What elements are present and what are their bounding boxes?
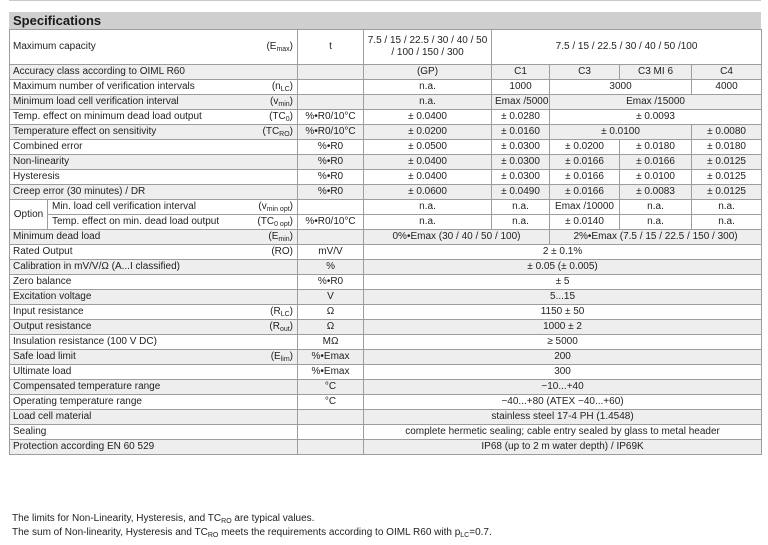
table-row	[10, 125, 762, 140]
c3-value: ± 0.0166	[550, 185, 620, 200]
c3-value: ± 0.0200	[550, 140, 620, 155]
row-label: Min. load cell verification interval	[52, 201, 196, 212]
gp-value: ± 0.0400	[364, 110, 492, 125]
gp-value: n.a.	[364, 80, 492, 95]
row-symbol: $(E_{lim})$	[270, 351, 294, 363]
class-value: 7.5 / 15 / 22.5 / 30 / 40 / 50 /100	[492, 30, 762, 65]
row-label: Temp. effect on minimum dead load output	[13, 111, 202, 122]
table-row	[10, 305, 762, 320]
gp-value: ± 0.0500	[364, 140, 492, 155]
c3-value: ± 0.0166	[550, 155, 620, 170]
c1-value: 1000	[492, 80, 550, 95]
value-cell: −10...+40	[364, 380, 762, 395]
row-symbol: $(E_{min})$	[268, 231, 294, 243]
unit-cell: °C	[298, 395, 364, 410]
gp-value: ± 0.0400	[364, 155, 492, 170]
gp-value: n.a.	[364, 215, 492, 230]
c4-value: n.a.	[692, 215, 762, 230]
table-row	[10, 410, 762, 425]
c4-value: ± 0.0125	[692, 170, 762, 185]
row-label: Input resistance	[13, 306, 84, 317]
specifications-table	[9, 29, 762, 455]
unit-cell: Ω	[298, 320, 364, 335]
section-header: Specifications	[9, 12, 761, 29]
table-row	[10, 30, 762, 65]
row-symbol: $(R_{out})$	[269, 321, 294, 333]
c1-value: C1	[492, 65, 550, 80]
row-label: Ultimate load	[10, 365, 298, 380]
c4-value: 4000	[692, 80, 762, 95]
c1-value: n.a.	[492, 215, 550, 230]
row-label: Temp. effect on min. dead load output	[52, 216, 220, 227]
value-cell: ± 5	[364, 275, 762, 290]
row-label: Insulation resistance (100 V DC)	[10, 335, 298, 350]
value-cell: 200	[364, 350, 762, 365]
unit-cell: Ω	[298, 305, 364, 320]
table-row	[10, 440, 762, 455]
table-row	[10, 95, 762, 110]
row-label: Operating temperature range	[10, 395, 298, 410]
table-row	[10, 395, 762, 410]
c4-value: C4	[692, 65, 762, 80]
class-value: ± 0.0093	[550, 110, 762, 125]
table-row	[10, 170, 762, 185]
table-row	[10, 80, 762, 95]
table-row	[10, 110, 762, 125]
row-label: Excitation voltage	[10, 290, 298, 305]
c1-value: ± 0.0300	[492, 140, 550, 155]
table-row	[10, 185, 762, 200]
row-symbol: $(v_{min})$	[270, 96, 294, 108]
c4-value: ± 0.0080	[692, 125, 762, 140]
c3mi6-value: ± 0.0083	[620, 185, 692, 200]
unit-cell: %•R0/10°C	[298, 125, 364, 140]
c1-value: Emax /5000	[492, 95, 550, 110]
table-row	[10, 350, 762, 365]
row-label: Minimum dead load	[13, 231, 101, 242]
row-label: Accuracy class according to OIML R60	[10, 65, 298, 80]
gp-value: ± 0.0400	[364, 170, 492, 185]
unit-cell: %•R0	[298, 275, 364, 290]
unit-cell: %•R0	[298, 140, 364, 155]
row-label: Output resistance	[13, 321, 92, 332]
table-row	[10, 65, 762, 80]
row-label: Calibration in mV/V/Ω (A...I classified)	[10, 260, 298, 275]
c4-value: ± 0.0180	[692, 140, 762, 155]
unit-cell: %•Emax	[298, 350, 364, 365]
table-row	[10, 275, 762, 290]
table-row	[10, 155, 762, 170]
c3-mi6-value: 3000	[550, 80, 692, 95]
gp-value: ± 0.0200	[364, 125, 492, 140]
unit-cell: %•R0	[298, 185, 364, 200]
table-row	[10, 320, 762, 335]
row-label: Non-linearity	[10, 155, 298, 170]
class-value: Emax /15000	[550, 95, 762, 110]
c4-value: ± 0.0125	[692, 155, 762, 170]
table-row	[10, 245, 762, 260]
unit-cell: MΩ	[298, 335, 364, 350]
unit-cell: %•R0	[298, 155, 364, 170]
gp-value: (GP)	[364, 65, 492, 80]
footnote-typical-values: The limits for Non-Linearity, Hysteresis, and $TC_{RO}$ are typical values.	[12, 513, 315, 525]
c1-value: n.a.	[492, 200, 550, 215]
gp-value: 7.5 / 15 / 22.5 / 30 / 40 / 50 / 100 / 150 / 300	[364, 30, 492, 65]
row-symbol: $(TC_0)$	[269, 111, 294, 123]
option-label: Option	[10, 200, 48, 230]
gp-value: ± 0.0600	[364, 185, 492, 200]
row-symbol: $(TC_{0 opt})$	[257, 216, 294, 228]
value-cell: −40...+80 (ATEX −40...+60)	[364, 395, 762, 410]
c3mi6-value: ± 0.0166	[620, 155, 692, 170]
table-row	[10, 365, 762, 380]
value-cell: 2 ± 0.1%	[364, 245, 762, 260]
c4-value: ± 0.0125	[692, 185, 762, 200]
c4-value: n.a.	[692, 200, 762, 215]
value-cell: 1000 ± 2	[364, 320, 762, 335]
row-label: Combined error	[10, 140, 298, 155]
row-symbol: $(E_{max})$	[266, 41, 294, 53]
value-cell: IP68 (up to 2 m water depth) / IP69K	[364, 440, 762, 455]
value-cell: ± 0.05 (± 0.005)	[364, 260, 762, 275]
row-symbol: $(n_{LC})$	[271, 81, 294, 93]
table-row	[10, 230, 762, 245]
table-row	[10, 290, 762, 305]
c1-value: ± 0.0490	[492, 185, 550, 200]
row-label: Temperature effect on sensitivity	[13, 126, 157, 137]
row-symbol: (RO)	[271, 246, 294, 257]
value-cell: 1150 ± 50	[364, 305, 762, 320]
row-symbol: $(TC_{RO})$	[262, 126, 294, 138]
gp-value: n.a.	[364, 200, 492, 215]
footnote-oiml: The sum of Non-linearity, Hysteresis and $TC_{RO}$ meets the requirements according to OIML R60 with $p_{LC}=0.7$.	[12, 527, 492, 539]
unit-cell: V	[298, 290, 364, 305]
row-label: Maximum number of verification intervals	[13, 81, 195, 92]
c3-mi6-value: ± 0.0100	[550, 125, 692, 140]
c1-value: ± 0.0300	[492, 155, 550, 170]
table-row	[10, 215, 762, 230]
unit-cell: %	[298, 260, 364, 275]
row-label: Load cell material	[10, 410, 298, 425]
row-label: Compensated temperature range	[10, 380, 298, 395]
row-label: Hysteresis	[10, 170, 298, 185]
row-label: Zero balance	[10, 275, 298, 290]
c3mi6-value: C3 MI 6	[620, 65, 692, 80]
table-row	[10, 260, 762, 275]
row-label: Rated Output	[13, 246, 73, 257]
c1-value: ± 0.0160	[492, 125, 550, 140]
value-right: 2%•Emax (7.5 / 15 / 22.5 / 150 / 300)	[550, 230, 762, 245]
row-label: Creep error (30 minutes) / DR	[10, 185, 298, 200]
row-label: Maximum capacity	[13, 41, 96, 52]
table-row	[10, 380, 762, 395]
value-cell: stainless steel 17-4 PH (1.4548)	[364, 410, 762, 425]
value-left: 0%•Emax (30 / 40 / 50 / 100)	[364, 230, 550, 245]
row-label: Sealing	[10, 425, 298, 440]
unit-cell: °C	[298, 380, 364, 395]
row-label: Minimum load cell verification interval	[13, 96, 179, 107]
row-label: Safe load limit	[13, 351, 76, 362]
unit-cell: mV/V	[298, 245, 364, 260]
table-row	[10, 200, 762, 215]
row-symbol: $(R_{LC})$	[270, 306, 294, 318]
c3-value: C3	[550, 65, 620, 80]
c3mi6-value: ± 0.0180	[620, 140, 692, 155]
c1-value: ± 0.0300	[492, 170, 550, 185]
gp-value: n.a.	[364, 95, 492, 110]
table-row	[10, 140, 762, 155]
c3mi6-value: n.a.	[620, 200, 692, 215]
c3-value: ± 0.0140	[550, 215, 620, 230]
c3mi6-value: ± 0.0100	[620, 170, 692, 185]
unit-cell: %•R0/10°C	[298, 215, 364, 230]
table-row	[10, 335, 762, 350]
c1-value: ± 0.0280	[492, 110, 550, 125]
c3-value: Emax /10000	[550, 200, 620, 215]
row-symbol: $(v_{min opt})$	[258, 201, 294, 213]
table-row	[10, 425, 762, 440]
value-cell: ≥ 5000	[364, 335, 762, 350]
value-cell: 5...15	[364, 290, 762, 305]
value-cell: 300	[364, 365, 762, 380]
unit-cell: %•Emax	[298, 365, 364, 380]
unit-cell: t	[298, 30, 364, 65]
unit-cell: %•R0	[298, 170, 364, 185]
value-cell: complete hermetic sealing; cable entry sealed by glass to metal header	[364, 425, 762, 440]
unit-cell: %•R0/10°C	[298, 110, 364, 125]
c3-value: ± 0.0166	[550, 170, 620, 185]
c3mi6-value: n.a.	[620, 215, 692, 230]
top-rule	[9, 0, 761, 1]
row-label: Protection according EN 60 529	[10, 440, 298, 455]
